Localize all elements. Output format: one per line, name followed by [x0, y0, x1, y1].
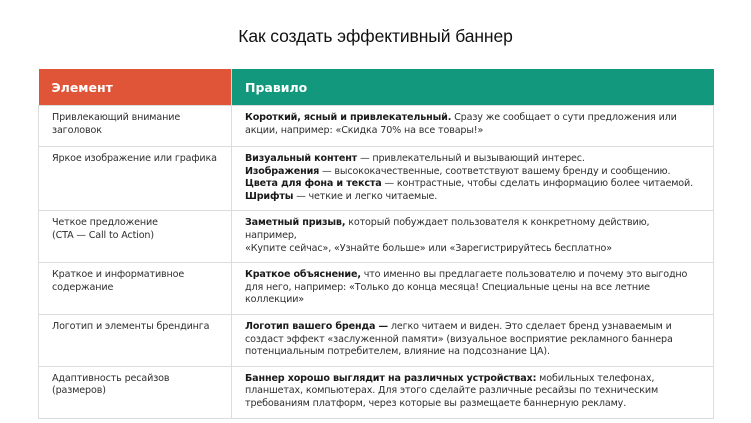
rule-line — [245, 346, 700, 359]
rule-bold-text: Заметный призыв, — [245, 217, 346, 229]
rule-cell — [232, 147, 714, 211]
rule-line — [245, 191, 700, 204]
rule-line — [245, 385, 700, 398]
rule-text: акции, например: «Скидка 70% на все товары!» — [245, 124, 484, 136]
element-line: заголовок — [52, 124, 102, 136]
element-line: Четкое предложение — [52, 217, 158, 229]
rule-text: требованиям платформ, через которые вы размещаете баннерную рекламу. — [245, 397, 627, 409]
element-line: Привлекающий внимание — [52, 112, 181, 123]
header-element: Элемент — [39, 69, 232, 106]
rule-text: для него, например: «Только до конца месяца! Специальные цены на все летние — [245, 281, 650, 293]
rule-text: — привлекательный и вызывающий интерес. — [357, 153, 585, 164]
rule-text: планшетах, компьютерах. Для этого сделайте различные ресайзы по техническим — [245, 385, 659, 397]
element-cell — [39, 314, 232, 366]
rule-text: создаст эффект «заслуженной памяти» (визуальное восприятие рекламного баннера — [245, 333, 673, 345]
rule-bold-text: Цвета для фона и текста — [245, 178, 382, 190]
rule-cell — [232, 366, 714, 418]
element-line: (CTA — Call to Action) — [52, 229, 154, 241]
table-row — [39, 263, 714, 315]
rule-text: «Купите сейчас», «Узнайте больше» или «Зарегистрируйтесь бесплатно» — [245, 242, 612, 254]
rule-text: — высококачественные, соответствуют вашему бренду и сообщению. — [319, 165, 671, 177]
rule-text: который побуждает пользователя к конкретному действию, например, — [245, 217, 650, 241]
banner-rules-table — [38, 69, 714, 419]
rule-cell — [232, 211, 714, 263]
rule-line — [245, 166, 700, 179]
rule-line — [245, 321, 700, 334]
rule-text: Сразу же сообщает о сути предложения или — [451, 112, 677, 123]
rule-line — [245, 398, 700, 411]
rule-line — [245, 282, 700, 295]
rule-line — [245, 112, 700, 125]
table-row — [39, 314, 714, 366]
table-row — [39, 366, 714, 418]
element-cell — [39, 366, 232, 418]
rule-cell — [232, 314, 714, 366]
rule-line — [245, 334, 700, 347]
rule-text: — четкие и легко читаемые. — [293, 190, 438, 202]
rule-cell — [232, 263, 714, 315]
element-line: Логотип и элементы брендинга — [52, 320, 210, 332]
element-line: Адаптивность ресайзов — [52, 372, 170, 384]
rule-line — [245, 269, 700, 282]
rule-text: — контрастные, чтобы сделать информацию более читаемой. — [381, 178, 693, 190]
table-row — [39, 106, 714, 147]
rule-bold-text: Логотип вашего бренда — — [245, 320, 389, 332]
element-cell — [39, 211, 232, 263]
rule-bold-text: Визуальный контент — [245, 153, 358, 164]
rule-text: легко читаем и виден. Это сделает бренд узнаваемым и — [388, 320, 672, 332]
rule-line — [245, 217, 700, 242]
rule-bold-text: Короткий, ясный и привлекательный. — [245, 112, 452, 123]
rule-text: потенциальным потребителем, влияние на подсознание ЦА). — [245, 346, 550, 358]
rule-text: что именно вы предлагаете пользователю и почему это выгодно — [360, 269, 688, 281]
element-line: Краткое и информативное — [52, 269, 185, 281]
page-title: Как создать эффективный баннер — [238, 26, 513, 46]
rule-cell — [232, 106, 714, 147]
element-cell — [39, 263, 232, 315]
table-row — [39, 211, 714, 263]
rule-bold-text: Краткое объяснение, — [245, 269, 361, 281]
element-cell — [39, 147, 232, 211]
rule-line — [245, 373, 700, 386]
rule-text: коллекции» — [245, 294, 304, 306]
rule-text: мобильных телефонах, — [536, 372, 655, 384]
element-line: содержание — [52, 281, 114, 293]
rule-line — [245, 153, 700, 166]
rule-line — [245, 243, 700, 256]
rule-line — [245, 178, 700, 191]
rule-bold-text: Шрифты — [245, 190, 294, 202]
element-line: (размеров) — [52, 385, 106, 397]
table-header-row — [39, 69, 714, 106]
rule-bold-text: Баннер хорошо выглядит на различных устройствах: — [245, 372, 537, 384]
element-line: Яркое изображение или графика — [52, 153, 217, 164]
rule-line — [245, 125, 700, 138]
table-row — [39, 147, 714, 211]
element-cell — [39, 106, 232, 147]
header-rule: Правило — [232, 69, 714, 106]
rule-line — [245, 294, 700, 307]
rule-bold-text: Изображения — [245, 165, 320, 177]
